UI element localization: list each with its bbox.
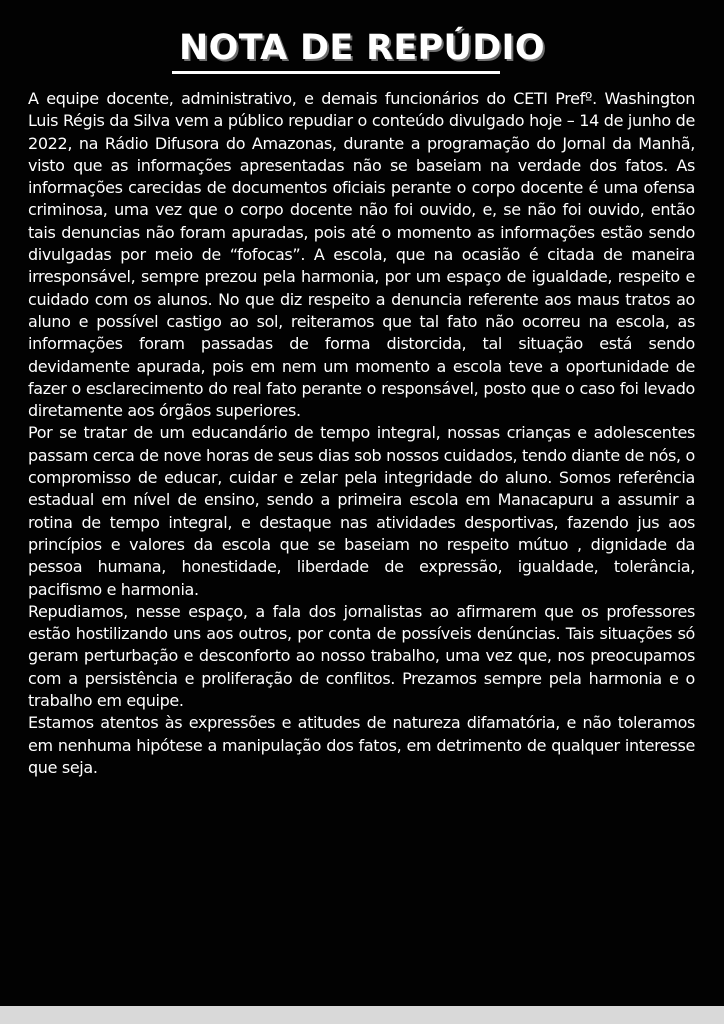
paragraph-4: Estamos atentos às expressões e atitudes de natureza difamatória, e não toleramos em nenhuma hipótese a manipulação dos fatos, em detrimento de qualquer interesse que seja. (28, 713, 695, 777)
bottom-margin-band (0, 1006, 724, 1024)
paragraph-1: A equipe docente, administrativo, e demais funcionários do CETI Prefº. Washington Luis Régis da Silva vem a público repudiar o conteúdo divulgado hoje – 14 de junho de 2022, na Rádio Difusora do Amazonas, durante a programação do Jornal da Manhã, visto que as informações apresentadas não se baseiam na verdade dos fatos. As informações carecidas de documentos oficiais perante o corpo docente é uma ofensa criminosa, uma vez que o corpo docente não foi ouvido, e, se não foi ouvido, então tais denuncias não foram apuradas, pois até o momento as informações estão sendo divulgadas por meio de “fofocas”. A escola, que na ocasião é citada de maneira irresponsável, sempre prezou pela harmonia, por um espaço de igualdade, respeito e cuidado com os alunos. No que diz respeito a denuncia referente aos maus tratos ao aluno e possível castigo ao sol, reiteramos que tal fato não ocorreu na escola, as informações foram passadas de forma distorcida, tal situação está sendo devidamente apurada, pois em nem um momento a escola teve a oportunidade de fazer o esclarecimento do real fato perante o responsável, posto que o caso foi levado diretamente aos órgãos superiores. (28, 89, 695, 421)
document-title: NOTA DE REPÚDIO (179, 28, 545, 68)
title-underline (172, 71, 500, 74)
document-body (28, 88, 695, 779)
paragraph-2: Por se tratar de um educandário de tempo integral, nossas crianças e adolescentes passam cerca de nove horas de seus dias sob nossos cuidados, tendo diante de nós, o compromisso de educar, cuidar e zelar pela integridade do aluno. Somos referência estadual em nível de ensino, sendo a primeira escola em Manacapuru a assumir a rotina de tempo integral, e destaque nas atividades desportivas, fazendo jus aos princípios e valores da escola que se baseiam no respeito mútuo , dignidade da pessoa humana, honestidade, liberdade de expressão, igualdade, tolerância, pacifismo e harmonia. (28, 423, 695, 599)
paragraph-3: Repudiamos, nesse espaço, a fala dos jornalistas ao afirmarem que os professores estão hostilizando uns aos outros, por conta de possíveis denúncias. Tais situações só geram perturbação e desconforto ao nosso trabalho, uma vez que, nos preocupamos com a persistência e proliferação de conflitos. Prezamos sempre pela harmonia e o trabalho em equipe. (28, 601, 695, 711)
